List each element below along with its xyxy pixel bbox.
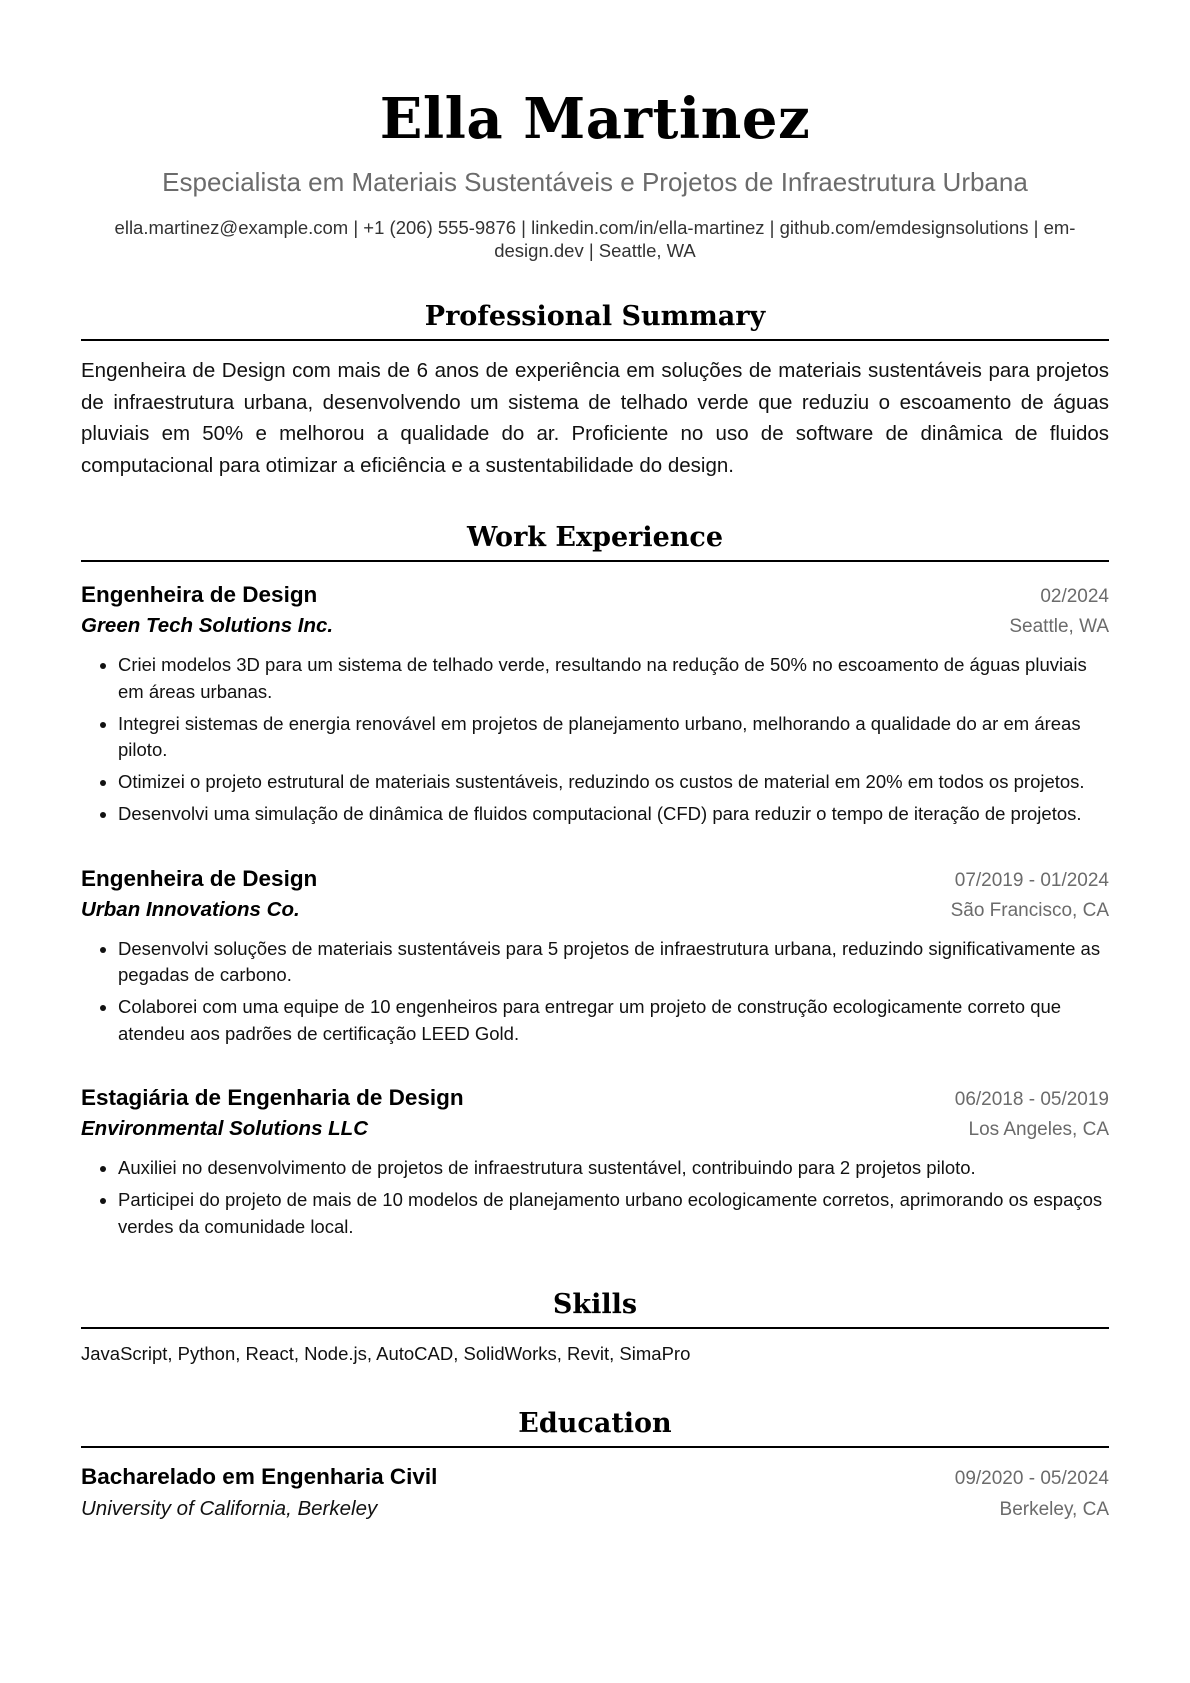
job-header-row bbox=[81, 1083, 1109, 1115]
job-bullet: • Desenvolvi uma simulação de dinâmica de fluidos computacional (CFD) para reduzir o tempo de iteração de projetos. bbox=[118, 801, 1109, 828]
education-section bbox=[81, 1407, 1109, 1525]
education-date: 09/2020 - 05/2024 bbox=[954, 1468, 1109, 1489]
education-title: Education bbox=[81, 1407, 1109, 1448]
summary-text: Engenheira de Design com mais de 6 anos de experiência em soluções de materiais sustentáveis para projetos de infraestrutura urbana, desenvolvendo um sistema de telhado verde que reduziu o escoamento de águas pluviais em 50% e melhorou a qualidade do ar. Proficiente no uso de software de dinâmica de fluidos computacional para otimizar a eficiência e a sustentabilidade do design. bbox=[81, 359, 1109, 477]
job-company: Environmental Solutions LLC bbox=[81, 1117, 369, 1140]
contact-line: ella.martinez@example.com | +1 (206) 555-9876 | linkedin.com/in/ella-martinez | github.com/emdesignsolutions | em-design.dev | Seattle, WA bbox=[114, 217, 1076, 261]
job-company: Green Tech Solutions Inc. bbox=[81, 614, 334, 637]
education-school-row bbox=[81, 1494, 1109, 1525]
summary-title: Professional Summary bbox=[81, 300, 1109, 341]
resume-header bbox=[81, 0, 1109, 262]
education-entry bbox=[81, 1462, 1109, 1525]
job-company: Urban Innovations Co. bbox=[81, 897, 300, 921]
skills-list: JavaScript, Python, React, Node.js, AutoCAD, SolidWorks, Revit, SimaPro bbox=[81, 1343, 691, 1364]
education-school: University of California, Berkeley bbox=[81, 1497, 378, 1520]
education-degree: Bacharelado em Engenharia Civil bbox=[81, 1464, 438, 1489]
job-company-row bbox=[81, 612, 1109, 642]
job-bullets bbox=[81, 652, 1109, 828]
job-entry bbox=[81, 864, 1109, 1048]
job-header-row bbox=[81, 864, 1109, 896]
job-title: Estagiária de Engenharia de Design bbox=[81, 1085, 464, 1110]
job-entry bbox=[81, 1083, 1109, 1240]
job-date: 02/2024 bbox=[1040, 586, 1109, 607]
job-bullet: • Integrei sistemas de energia renovável em projetos de planejamento urbano, melhorando a qualidade do ar em áreas piloto. bbox=[118, 711, 1109, 764]
job-company-row bbox=[81, 896, 1109, 926]
job-date: 07/2019 - 01/2024 bbox=[954, 869, 1109, 891]
job-bullets bbox=[81, 1155, 1109, 1240]
job-bullet: • Otimizei o projeto estrutural de materiais sustentáveis, reduzindo os custos de material em 20% em todos os projetos. bbox=[118, 769, 1109, 796]
job-bullet: • Colaborei com uma equipe de 10 engenheiros para entregar um projeto de construção ecologicamente correto que atendeu aos padrões de certificação LEED Gold. bbox=[118, 994, 1109, 1047]
experience-section bbox=[81, 521, 1109, 1240]
job-location: Los Angeles, CA bbox=[968, 1119, 1109, 1140]
candidate-name: Ella Martinez bbox=[379, 86, 811, 152]
job-location: São Francisco, CA bbox=[950, 899, 1109, 921]
education-header-row bbox=[81, 1462, 1109, 1494]
skills-title: Skills bbox=[81, 1288, 1109, 1329]
job-bullet: • Auxiliei no desenvolvimento de projetos de infraestrutura sustentável, contribuindo para 2 projetos piloto. bbox=[118, 1155, 1109, 1182]
job-header-row bbox=[81, 580, 1109, 612]
candidate-headline: Especialista em Materiais Sustentáveis e Projetos de Infraestrutura Urbana bbox=[162, 167, 1028, 197]
job-company-row bbox=[81, 1115, 1109, 1145]
summary-section bbox=[81, 300, 1109, 481]
job-bullet: • Criei modelos 3D para um sistema de telhado verde, resultando na redução de 50% no escoamento de águas pluviais em áreas urbanas. bbox=[118, 652, 1109, 705]
education-location: Berkeley, CA bbox=[999, 1499, 1109, 1520]
job-date: 06/2018 - 05/2019 bbox=[954, 1089, 1109, 1110]
job-entry bbox=[81, 580, 1109, 828]
job-location: Seattle, WA bbox=[1009, 616, 1109, 637]
job-bullet: • Participei do projeto de mais de 10 modelos de planejamento urbano ecologicamente corretos, aprimorando os espaços verdes da comunidade local. bbox=[118, 1187, 1109, 1240]
skills-section bbox=[81, 1288, 1109, 1367]
job-title: Engenheira de Design bbox=[81, 865, 318, 891]
job-bullets bbox=[81, 936, 1109, 1048]
job-bullet: • Desenvolvi soluções de materiais sustentáveis para 5 projetos de infraestrutura urbana, reduzindo significativamente as pegadas de carbono. bbox=[118, 936, 1109, 989]
job-title: Engenheira de Design bbox=[81, 582, 318, 607]
experience-title: Work Experience bbox=[81, 521, 1109, 562]
